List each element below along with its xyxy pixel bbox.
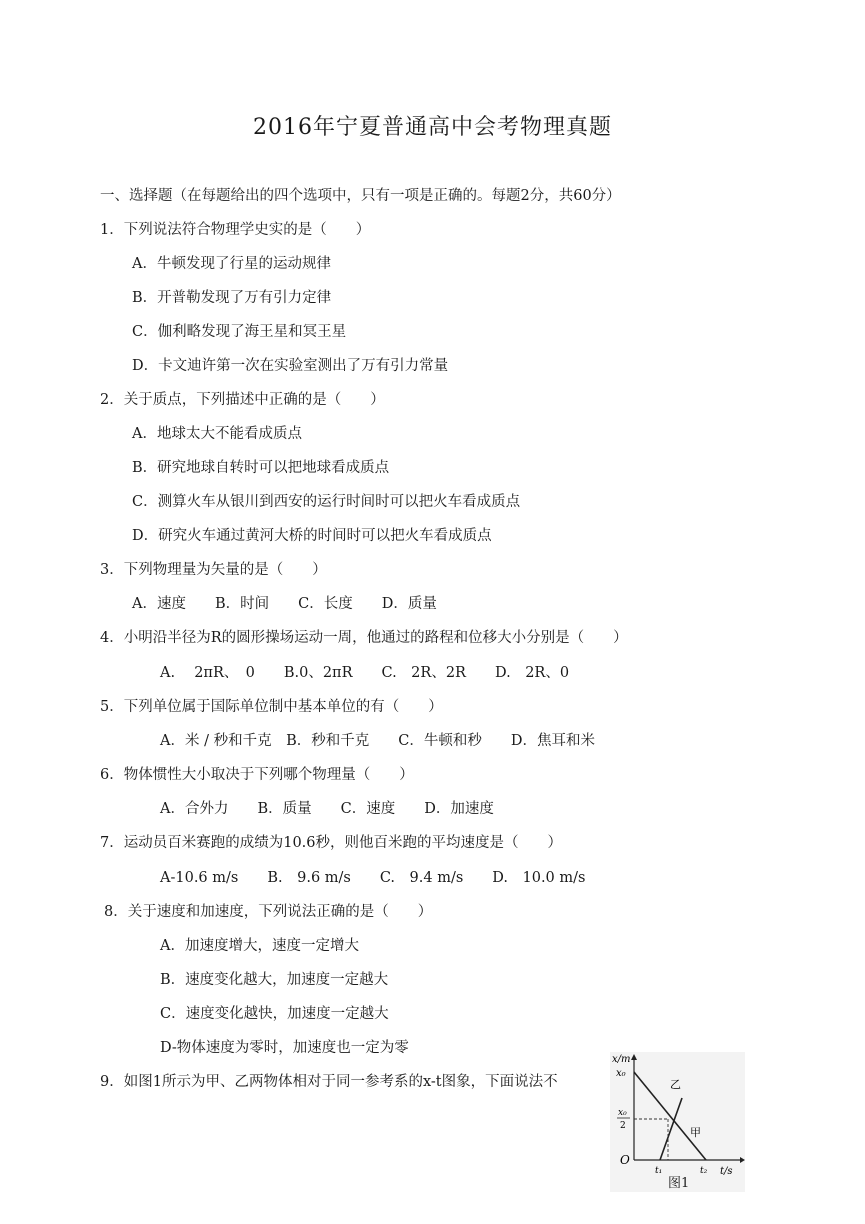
question-6-stem: 6．物体惯性大小取决于下列哪个物理量（ ） [100,767,414,783]
xt-graph-svg [610,1052,745,1192]
half-x0-denominator: 2 [620,1121,626,1131]
t1-label: t₁ [655,1166,663,1176]
question-3-options: A．速度 B．时间 C．长度 D．质量 [132,596,437,612]
question-8-stem: 8．关于速度和加速度，下列说法正确的是（ ） [104,904,433,920]
question-4-options: A. 2πR、 0 B.0、2πR C. 2R、2R D. 2R、0 [160,665,570,681]
question-2-option-a: A．地球太大不能看成质点 [132,426,302,442]
question-4-stem: 4．小明沿半径为R的圆形操场运动一周，他通过的路程和位移大小分别是（ ） [100,630,628,646]
x0-label: x₀ [616,1068,626,1079]
question-2-option-c: C．测算火车从银川到西安的运行时间时可以把火车看成质点 [132,494,521,510]
y-axis-label: x/m [612,1054,631,1065]
question-6-options: A．合外力 B．质量 C．速度 D．加速度 [160,801,494,817]
question-7-options: A-10.6 m/s B. 9.6 m/s C. 9.4 m/s D. 10.0 m/s [160,870,586,886]
question-8-option-a: A．加速度增大，速度一定增大 [160,938,359,954]
x-axis-label: t/s [720,1166,733,1177]
question-1-stem: 1．下列说法符合物理学史实的是（ ） [100,222,371,238]
figure-1-caption: 图1 [668,1176,690,1191]
figure-1-xt-graph [610,1052,745,1192]
question-9-stem: 9．如图1所示为甲、乙两物体相对于同一参考系的x-t图象，下面说法不 [100,1074,558,1090]
x-axis-arrow-icon [631,1054,637,1060]
question-8-option-c: C．速度变化越快，加速度一定越大 [160,1006,389,1022]
half-x0-numerator: x₀ [618,1108,627,1118]
page-title: 2016年宁夏普通高中会考物理真题 [253,115,612,140]
question-8-option-b: B．速度变化越大，加速度一定越大 [160,972,389,988]
question-5-stem: 5．下列单位属于国际单位制中基本单位的有（ ） [100,699,443,715]
question-7-stem: 7．运动员百米赛跑的成绩为10.6秒，则他百米跑的平均速度是（ ） [100,835,563,851]
origin-label: O [620,1153,630,1167]
question-3-stem: 3．下列物理量为矢量的是（ ） [100,562,327,578]
question-2-option-d: D．研究火车通过黄河大桥的时间时可以把火车看成质点 [132,528,492,544]
question-1-option-d: D．卡文迪许第一次在实验室测出了万有引力常量 [132,358,449,374]
label-yi: 乙 [670,1078,681,1091]
question-2-option-b: B．研究地球自转时可以把地球看成质点 [132,460,390,476]
question-2-stem: 2．关于质点，下列描述中正确的是（ ） [100,392,385,408]
t-axis-arrow-icon [740,1157,745,1163]
section-header: 一、选择题（在每题给出的四个选项中，只有一项是正确的。每题2分，共60分） [100,188,621,204]
question-1-option-c: C．伽利略发现了海王星和冥王星 [132,324,347,340]
question-1-option-b: B．开普勒发现了万有引力定律 [132,290,332,306]
question-8-option-d: D-物体速度为零时，加速度也一定为零 [160,1040,409,1056]
label-jia: 甲 [690,1126,701,1139]
t2-label: t₂ [700,1166,708,1176]
question-5-options: A．米 / 秒和千克 B．秒和千克 C．牛顿和秒 D．焦耳和米 [160,733,595,749]
question-1-option-a: A．牛顿发现了行星的运动规律 [132,256,331,272]
